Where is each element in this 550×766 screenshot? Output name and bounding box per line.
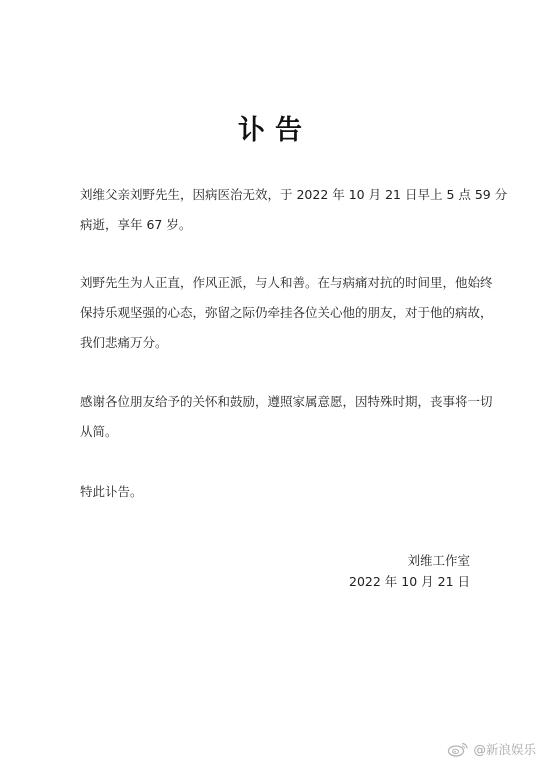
paragraph-line: 刘野先生为人正直，作风正派，与人和善。在与病痛对抗的时间里，他始终 bbox=[80, 275, 493, 290]
watermark-text: @新浪娱乐 bbox=[473, 742, 536, 757]
paragraph-line: 从简。 bbox=[80, 424, 118, 439]
paragraph-line: 我们悲痛万分。 bbox=[80, 335, 168, 350]
paragraph-death-notice bbox=[80, 180, 508, 240]
document-title: 讣告 bbox=[238, 115, 312, 146]
paragraph-thanks bbox=[80, 387, 493, 447]
paragraph-line: 病逝，享年 67 岁。 bbox=[80, 217, 192, 232]
weibo-logo-icon bbox=[447, 741, 469, 757]
signature-date: 2022 年 10 月 21 日 bbox=[349, 574, 470, 589]
paragraph-tribute bbox=[80, 268, 493, 358]
signature-studio: 刘维工作室 bbox=[407, 553, 470, 568]
weibo-watermark bbox=[447, 740, 536, 758]
paragraph-line: 保持乐观坚强的心态，弥留之际仍牵挂各位关心他的朋友，对于他的病故， bbox=[80, 305, 493, 320]
paragraph-line: 刘维父亲刘野先生，因病医治无效，于 2022 年 10 月 21 日早上 5 点 59 分 bbox=[80, 187, 508, 202]
paragraph-closing bbox=[80, 477, 485, 507]
paragraph-line: 特此讣告。 bbox=[80, 484, 143, 499]
paragraph-line: 感谢各位朋友给予的关怀和鼓励，遵照家属意愿，因特殊时期，丧事将一切 bbox=[80, 394, 493, 409]
